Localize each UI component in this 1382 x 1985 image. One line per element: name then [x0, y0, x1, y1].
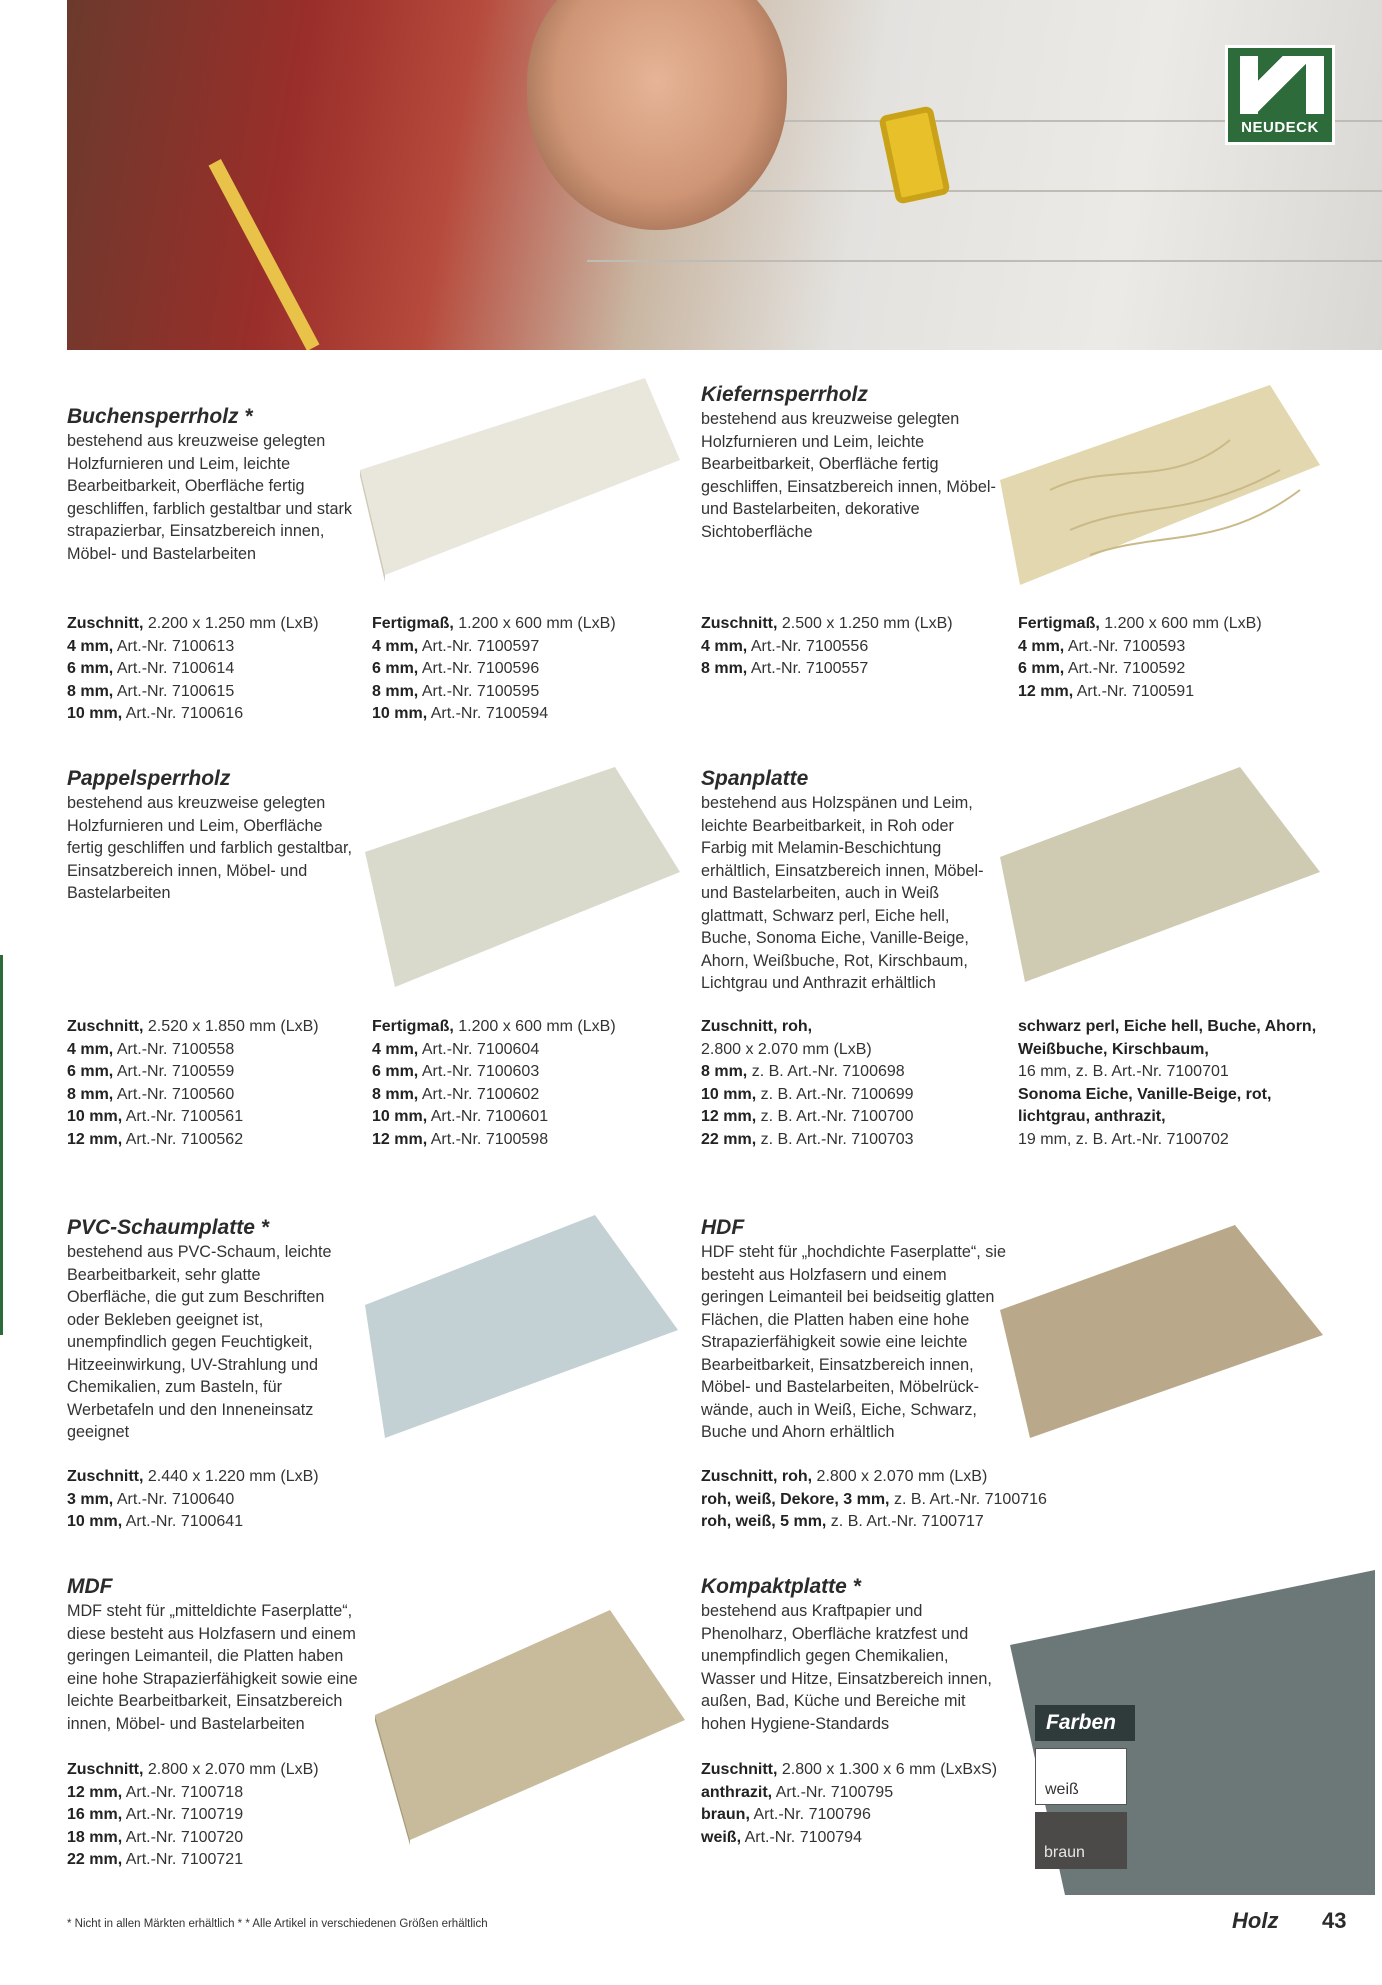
- spec-row: 22 mm, Art.-Nr. 7100721: [67, 1851, 244, 1868]
- product-title: Kompaktplatte *: [701, 1575, 861, 1598]
- product-title: MDF: [67, 1575, 113, 1598]
- spec-row: 12 mm, Art.-Nr. 7100718: [67, 1783, 244, 1801]
- spec-row: 8 mm, Art.-Nr. 7100615: [67, 682, 235, 700]
- product-kiefernsperrholz: [701, 383, 1001, 543]
- spec-row: 18 mm, Art.-Nr. 7100720: [67, 1828, 244, 1846]
- buchensperrholz-zuschnitt-list: [67, 613, 319, 726]
- kiefernsperrholz-board-image: [990, 380, 1325, 590]
- spec-row: 19 mm, z. B. Art.-Nr. 7100702: [1018, 1130, 1229, 1148]
- product-title: Kiefernsperrholz: [701, 383, 868, 406]
- kompaktplatte-zuschnitt-list: [701, 1759, 997, 1849]
- spec-row: 8 mm, Art.-Nr. 7100602: [372, 1085, 540, 1103]
- spec-row: 4 mm, Art.-Nr. 7100613: [67, 637, 235, 655]
- product-title: HDF: [701, 1216, 745, 1239]
- color-swatch-braun: braun: [1035, 1812, 1127, 1869]
- spec-row: Fertigmaß, 1.200 x 600 mm (LxB): [372, 615, 616, 632]
- spec-row: Zuschnitt, 2.440 x 1.220 mm (LxB): [67, 1468, 319, 1485]
- spec-row: Zuschnitt, 2.200 x 1.250 mm (LxB): [67, 615, 319, 632]
- hdf-zuschnitt-list: [701, 1466, 1047, 1534]
- spec-row: Weißbuche, Kirschbaum,: [1018, 1040, 1209, 1058]
- floor-plank-line: [587, 260, 1382, 262]
- product-description: bestehend aus PVC-Schaum, leichte Bearbeitbarkeit, sehr glatte Oberfläche, die gut zum Beschriften oder Bekleben geeignet ist, unempfindlich gegen Feuchtigkeit, Hitzeeinwirkung, UV-Strahlung und Chemikalien, zum Basteln, für Werbetafeln und den Inneneinsatz geeignet: [67, 1243, 332, 1441]
- spec-row: 8 mm, z. B. Art.-Nr. 7100698: [701, 1063, 905, 1080]
- product-title: Buchensperrholz *: [67, 405, 253, 428]
- product-description: bestehend aus Kraftpapier und Phenolharz, Oberfläche kratzfest und unempfindlich gegen Chemikalien, Wasser und Hitze, Einsatzbereich innen, außen, Bad, Küche und Bereiche mit hohen Hygiene-Standards: [701, 1602, 992, 1733]
- spec-row: 10 mm, Art.-Nr. 7100641: [67, 1513, 244, 1530]
- spec-row: 16 mm, Art.-Nr. 7100719: [67, 1806, 244, 1823]
- spec-row: 10 mm, Art.-Nr. 7100616: [67, 705, 244, 722]
- side-accent-bar: [0, 955, 3, 1335]
- spec-row: Zuschnitt, 2.800 x 1.300 x 6 mm (LxBxS): [701, 1761, 998, 1778]
- board-top: [365, 767, 680, 987]
- buchensperrholz-board-image: [345, 370, 685, 585]
- spanplatte-zuschnitt-list: [701, 1016, 914, 1151]
- spec-row: Fertigmaß, 1.200 x 600 mm (LxB): [372, 1018, 616, 1035]
- product-description: bestehend aus Holzspänen und Leim, leichte Bearbeitbarkeit, in Roh oder Farbig mit Melamin-Beschichtung erhältlich, Einsatzbereich innen, Möbel- und Bastelarbeiten, auch in Weiß glattmatt, Schwarz perl, Eiche hell, Buche, Sonoma Eiche, Vanille-Beige, Ahorn, Weißbuche, Rot, Kirschbaum, Lichtgrau und Anthrazit erhältlich: [701, 794, 984, 992]
- product-mdf: [67, 1575, 367, 1735]
- product-pvc-schaumplatte: [67, 1216, 337, 1444]
- logo-text: NEUDECK: [1241, 119, 1319, 136]
- product-kompaktplatte: [701, 1575, 996, 1735]
- pvc-schaumplatte-board-image: [360, 1210, 680, 1440]
- color-swatch-weiss: weiß: [1035, 1748, 1127, 1805]
- spanplatte-board-image: [995, 762, 1325, 987]
- product-description: bestehend aus kreuzweise gelegten Holzfurnieren und Leim, Oberfläche fertig geschliffen und farblich gestaltbar, Einsatzbereich innen, Möbel- und Bastelarbeiten: [67, 794, 352, 902]
- spec-row: 6 mm, Art.-Nr. 7100559: [67, 1063, 235, 1080]
- spec-row: lichtgrau, anthrazit,: [1018, 1108, 1166, 1125]
- section-label: Holz: [1232, 1908, 1279, 1933]
- pencil-image: [209, 159, 320, 350]
- pappelsperrholz-zuschnitt-list: [67, 1016, 319, 1151]
- neudeck-logo: [1225, 45, 1335, 145]
- spec-row: Zuschnitt, 2.800 x 2.070 mm (LxB): [67, 1761, 319, 1778]
- spec-row: Zuschnitt, 2.520 x 1.850 mm (LxB): [67, 1018, 319, 1035]
- spec-row: 10 mm, Art.-Nr. 7100601: [372, 1108, 549, 1125]
- product-spanplatte: [701, 767, 996, 995]
- spec-row: 8 mm, Art.-Nr. 7100595: [372, 682, 540, 700]
- spec-row: 3 mm, Art.-Nr. 7100640: [67, 1490, 235, 1508]
- spec-row: braun, Art.-Nr. 7100796: [701, 1806, 871, 1823]
- spec-row: schwarz perl, Eiche hell, Buche, Ahorn,: [1018, 1018, 1317, 1035]
- spec-row: 4 mm, Art.-Nr. 7100597: [372, 637, 540, 655]
- spec-row: 22 mm, z. B. Art.-Nr. 7100703: [701, 1130, 914, 1148]
- board-top: [1000, 385, 1320, 585]
- spec-row: 10 mm, Art.-Nr. 7100561: [67, 1108, 244, 1125]
- board-top: [360, 378, 680, 575]
- spec-row: 12 mm, Art.-Nr. 7100598: [372, 1130, 549, 1148]
- spec-row: 8 mm, Art.-Nr. 7100560: [67, 1085, 235, 1103]
- board-top: [1000, 767, 1320, 982]
- board-top: [365, 1215, 678, 1438]
- spanplatte-farben-list: [1018, 1016, 1316, 1151]
- logo-n-icon: [1240, 56, 1324, 114]
- spec-row: 2.800 x 2.070 mm (LxB): [701, 1040, 872, 1058]
- product-title: Pappelsperrholz: [67, 767, 231, 790]
- spec-row: anthrazit, Art.-Nr. 7100795: [701, 1783, 894, 1801]
- spec-row: Zuschnitt, roh,: [701, 1018, 813, 1035]
- kiefernsperrholz-zuschnitt-list: [701, 613, 953, 681]
- spec-row: 4 mm, Art.-Nr. 7100604: [372, 1040, 540, 1058]
- product-description: HDF steht für „hochdichte Faserplatte“, sie besteht aus Holzfasern und einem geringen Leimanteil bei beidseitig glatten Flächen, die Platten haben eine hohe Strapazierfähigkeit sowie eine leichte Bearbeitbarkeit, Einsatzbereich innen, Möbel- und Bastelarbeiten, Möbelrück-wände, auch in Weiß, Eiche, Schwarz, Buche und Ahorn erhältlich: [701, 1243, 1006, 1441]
- craftsman-face-image: [527, 0, 787, 230]
- product-hdf: [701, 1216, 1011, 1444]
- product-title: Spanplatte: [701, 767, 809, 790]
- spec-row: 12 mm, Art.-Nr. 7100591: [1018, 682, 1195, 700]
- footnote: * Nicht in allen Märkten erhältlich * * Alle Artikel in verschiedenen Größen erhältlich: [67, 1918, 488, 1930]
- spec-row: Sonoma Eiche, Vanille-Beige, rot,: [1018, 1085, 1272, 1103]
- spec-row: 6 mm, Art.-Nr. 7100596: [372, 660, 540, 677]
- mdf-zuschnitt-list: [67, 1759, 319, 1872]
- spec-row: 12 mm, z. B. Art.-Nr. 7100700: [701, 1108, 914, 1125]
- hdf-board-image: [995, 1220, 1325, 1440]
- spec-row: Fertigmaß, 1.200 x 600 mm (LxB): [1018, 615, 1262, 632]
- mdf-board-image: [370, 1605, 690, 1845]
- spec-row: 4 mm, Art.-Nr. 7100558: [67, 1040, 235, 1058]
- spec-row: roh, weiß, Dekore, 3 mm, z. B. Art.-Nr. 7100716: [701, 1490, 1047, 1508]
- spec-row: 8 mm, Art.-Nr. 7100557: [701, 660, 869, 677]
- board-top: [375, 1610, 685, 1840]
- product-title: PVC-Schaumplatte *: [67, 1216, 269, 1239]
- kiefernsperrholz-fertigmass-list: [1018, 613, 1262, 703]
- pvc-schaumplatte-zuschnitt-list: [67, 1466, 319, 1534]
- product-description: MDF steht für „mitteldichte Faserplatte“, diese besteht aus Holzfasern und einem geringen Leimanteil, die Platten haben eine hohe Strapazierfähigkeit sowie eine leichte Bearbeitbarkeit, Einsatzbereich innen, Möbel- und Bastelarbeiten: [67, 1602, 358, 1733]
- spec-row: 10 mm, Art.-Nr. 7100594: [372, 705, 549, 722]
- hero-image: [67, 0, 1382, 350]
- board-top: [1000, 1225, 1323, 1438]
- spec-row: 4 mm, Art.-Nr. 7100593: [1018, 637, 1186, 655]
- spec-row: Zuschnitt, 2.500 x 1.250 mm (LxB): [701, 615, 953, 632]
- page-number: 43: [1322, 1908, 1347, 1933]
- spec-row: 6 mm, Art.-Nr. 7100592: [1018, 660, 1186, 677]
- spec-row: 6 mm, Art.-Nr. 7100603: [372, 1063, 540, 1080]
- spec-row: 4 mm, Art.-Nr. 7100556: [701, 637, 869, 655]
- pappelsperrholz-fertigmass-list: [372, 1016, 616, 1151]
- product-pappelsperrholz: [67, 767, 357, 905]
- product-description: bestehend aus kreuzweise gelegten Holzfurnieren und Leim, leichte Bearbeitbarkeit, Oberfläche fertig geschliffen, farblich gestaltbar und stark strapazierbar, Einsatzbereich innen, Möbel- und Bastelarbeiten: [67, 432, 352, 563]
- spec-row: 12 mm, Art.-Nr. 7100562: [67, 1130, 244, 1148]
- spec-row: 16 mm, z. B. Art.-Nr. 7100701: [1018, 1063, 1229, 1080]
- pappelsperrholz-board-image: [355, 762, 685, 992]
- spec-row: 6 mm, Art.-Nr. 7100614: [67, 660, 235, 677]
- product-buchensperrholz: [67, 405, 357, 565]
- spec-row: Zuschnitt, roh, 2.800 x 2.070 mm (LxB): [701, 1468, 988, 1485]
- spec-row: weiß, Art.-Nr. 7100794: [701, 1828, 862, 1846]
- farben-heading: Farben: [1035, 1705, 1135, 1741]
- buchensperrholz-fertigmass-list: [372, 613, 616, 726]
- product-description: bestehend aus kreuzweise gelegten Holzfurnieren und Leim, leichte Bearbeitbarkeit, Oberfläche fertig geschliffen, Einsatzbereich innen, Möbel- und Bastelarbeiten, dekorative Sichtoberfläche: [701, 410, 996, 541]
- spec-row: 10 mm, z. B. Art.-Nr. 7100699: [701, 1085, 914, 1103]
- spec-row: roh, weiß, 5 mm, z. B. Art.-Nr. 7100717: [701, 1513, 984, 1530]
